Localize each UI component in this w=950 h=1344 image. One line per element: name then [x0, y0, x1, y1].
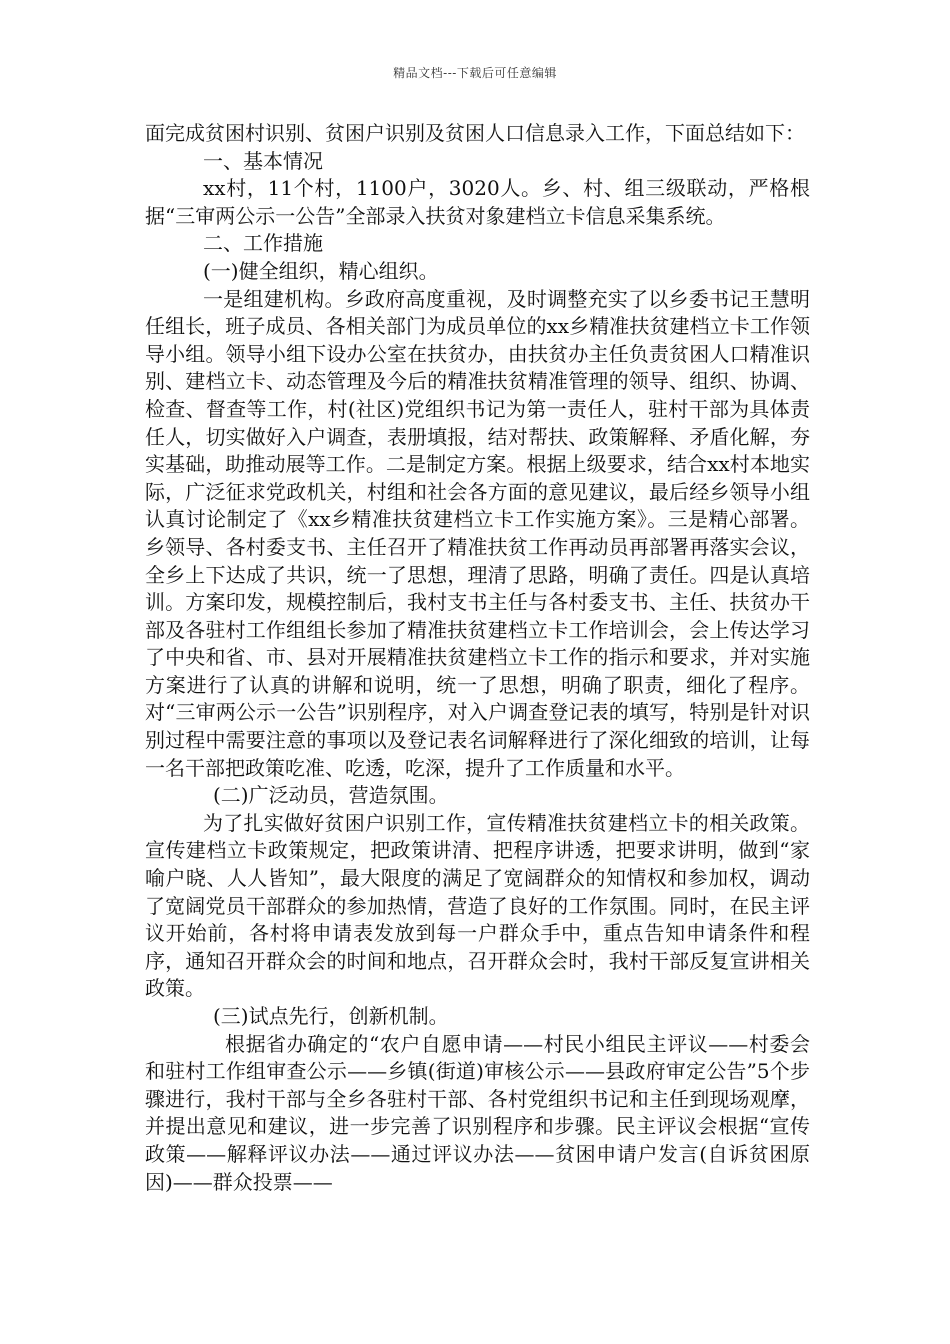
- page-header-watermark: 精品文档---下载后可任意编辑: [393, 66, 557, 80]
- subheading-organization: (一)健全组织，精心组织。: [203, 258, 439, 283]
- heading-work-measures: 二、工作措施: [203, 231, 323, 256]
- paragraph-organization: 一是组建机构。乡政府高度重视，及时调整充实了以乡委书记王慧明任组长，班子成员、各相关部门为成员单位的xx乡精准扶贫建档立卡工作领导小组。领导小组下设办公室在扶贫办，由扶贫办主任负责贫困人口精准识别、建档立卡、动态管理及今后的精准扶贫精准管理的领导、组织、协调、检查、督查等工作，村(社区)党组织书记为第一责任人，驻村干部为具体责任人，切实做好入户调查，表册填报，结对帮扶、政策解释、矛盾化解，夯实基础，助推动展等工作。二是制定方案。根据上级要求，结合xx村本地实际，广泛征求党政机关，村组和社会各方面的意见建议，最后经乡领导小组认真讨论制定了《xx乡精准扶贫建档立卡工作实施方案》。三是精心部署。乡领导、各村委支书、主任召开了精准扶贫工作再动员再部署再落实会议，全乡上下达成了共识，统一了思想，理清了思路，明确了责任。四是认真培训。方案印发，规模控制后，我村支书主任与各村委支书、主任、扶贫办干部及各驻村工作组组长参加了精准扶贫建档立卡工作培训会，会上传达学习了中央和省、市、县对开展精准扶贫建档立卡工作的指示和要求，并对实施方案进行了认真的讲解和说明，统一了思想，明确了职责，细化了程序。对“三审两公示一公告”识别程序，对入户调查登记表的填写，特别是针对识别过程中需要注意的事项以及登记表名词解释进行了深化细致的培训，让每一名干部把政策吃准、吃透，吃深，提升了工作质量和水平。: [145, 286, 810, 780]
- document-body: [145, 120, 810, 1196]
- subheading-mobilization: (二)广泛动员，营造氛围。: [213, 783, 449, 808]
- subheading-pilot: (三)试点先行，创新机制。: [213, 1004, 449, 1028]
- paragraph-intro: 面完成贫困村识别、贫困户识别及贫困人口信息录入工作，下面总结如下：: [145, 121, 805, 145]
- paragraph-pilot: 根据省办确定的“农户自愿申请——村民小组民主评议——村委会和驻村工作组审查公示——乡镇(街道)审核公示——县政府审定公告”5个步骤进行，我村干部与全乡各驻村干部、各村党组织书记和主任到现场观摩，并提出意见和建议，进一步完善了识别程序和步骤。民主评议会根据“宣传政策——解释评议办法——通过评议办法——贫困申请户发言(自诉贫困原因)——群众投票——: [145, 1031, 810, 1194]
- heading-basic-situation: 一、基本情况: [203, 148, 323, 173]
- paragraph-mobilization: 为了扎实做好贫困户识别工作，宣传精准扶贫建档立卡的相关政策。宣传建档立卡政策规定，把政策讲清、把程序讲透，把要求讲明，做到“家喻户晓、人人皆知”，最大限度的满足了宽阔群众的知情权和参加权，调动了宽阔党员干部群众的参加热情，营造了良好的工作氛围。同时，在民主评议开始前，各村将申请表发放到每一户群众手中，重点告知申请条件和程序，通知召开群众会的时间和地点，召开群众会时，我村干部反复宣讲相关政策。: [145, 810, 810, 1001]
- paragraph-basic-situation: xx村，11个村，1100户，3020人。乡、村、组三级联动，严格根据“三审两公示一公告”全部录入扶贫对象建档立卡信息采集系统。: [145, 176, 810, 228]
